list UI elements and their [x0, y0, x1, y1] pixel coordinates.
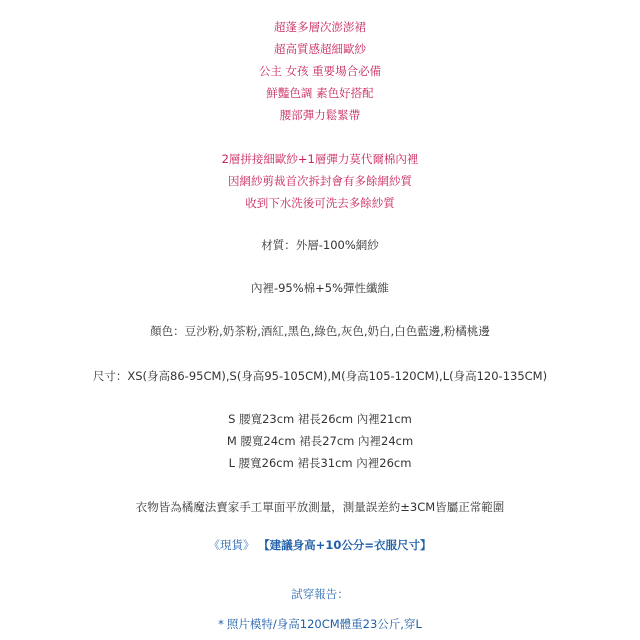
- trial-report-title: 試穿報告：: [291, 587, 349, 601]
- feature-line-1: 超蓬多層次澎澎裙: [274, 20, 366, 34]
- size-options: 尺寸：XS(身高86-95CM),S(身高95-105CM),M(身高105-120CM),L(身高120-135CM): [92, 369, 548, 383]
- feature-line-4: 鮮豔色調 素色好搭配: [266, 86, 374, 100]
- asterisk: *: [218, 617, 224, 631]
- construction-line-1: 2層拼接細歐紗+1層彈力莫代爾棉內裡: [221, 152, 419, 166]
- construction-line-2: 因網紗剪裁首次拆封會有多餘網紗質: [228, 174, 412, 188]
- color-options: 顏色：豆沙粉,奶茶粉,酒紅,黑色,綠色,灰色,奶白,白色藍邊,粉橘桃邊: [150, 324, 490, 338]
- measurement-l: L 腰寬26cm 裙長31cm 內裡26cm: [228, 456, 412, 470]
- trial-report-note: 照片模特/身高120CM體重23公斤,穿L: [226, 617, 422, 631]
- measurement-note: 衣物皆為橘魔法賣家手工單面平放測量，測量誤差約±3CM皆屬正常範圍: [135, 500, 505, 514]
- material-inner: 內裡-95%棉+5%彈性纖維: [250, 281, 390, 295]
- feature-line-5: 腰部彈力鬆緊帶: [279, 108, 361, 122]
- feature-line-2: 超高質感超細歐紗: [274, 42, 366, 56]
- size-advice: 【建議身高+10公分=衣服尺寸】: [258, 538, 432, 552]
- measurement-s: S 腰寬23cm 裙長26cm 內裡21cm: [228, 412, 412, 426]
- trial-report-note-row: [0, 617, 640, 631]
- construction-line-3: 收到下水洗後可洗去多餘紗質: [245, 196, 395, 210]
- measurement-m: M 腰寬24cm 裙長27cm 內裡24cm: [226, 434, 414, 448]
- material-outer: 材質：外層-100%網紗: [261, 238, 379, 252]
- feature-line-3: 公主 女孩 重要場合必備: [258, 64, 382, 78]
- stock-tag: 《現貨》: [208, 538, 255, 552]
- size-advice-row: [0, 538, 640, 552]
